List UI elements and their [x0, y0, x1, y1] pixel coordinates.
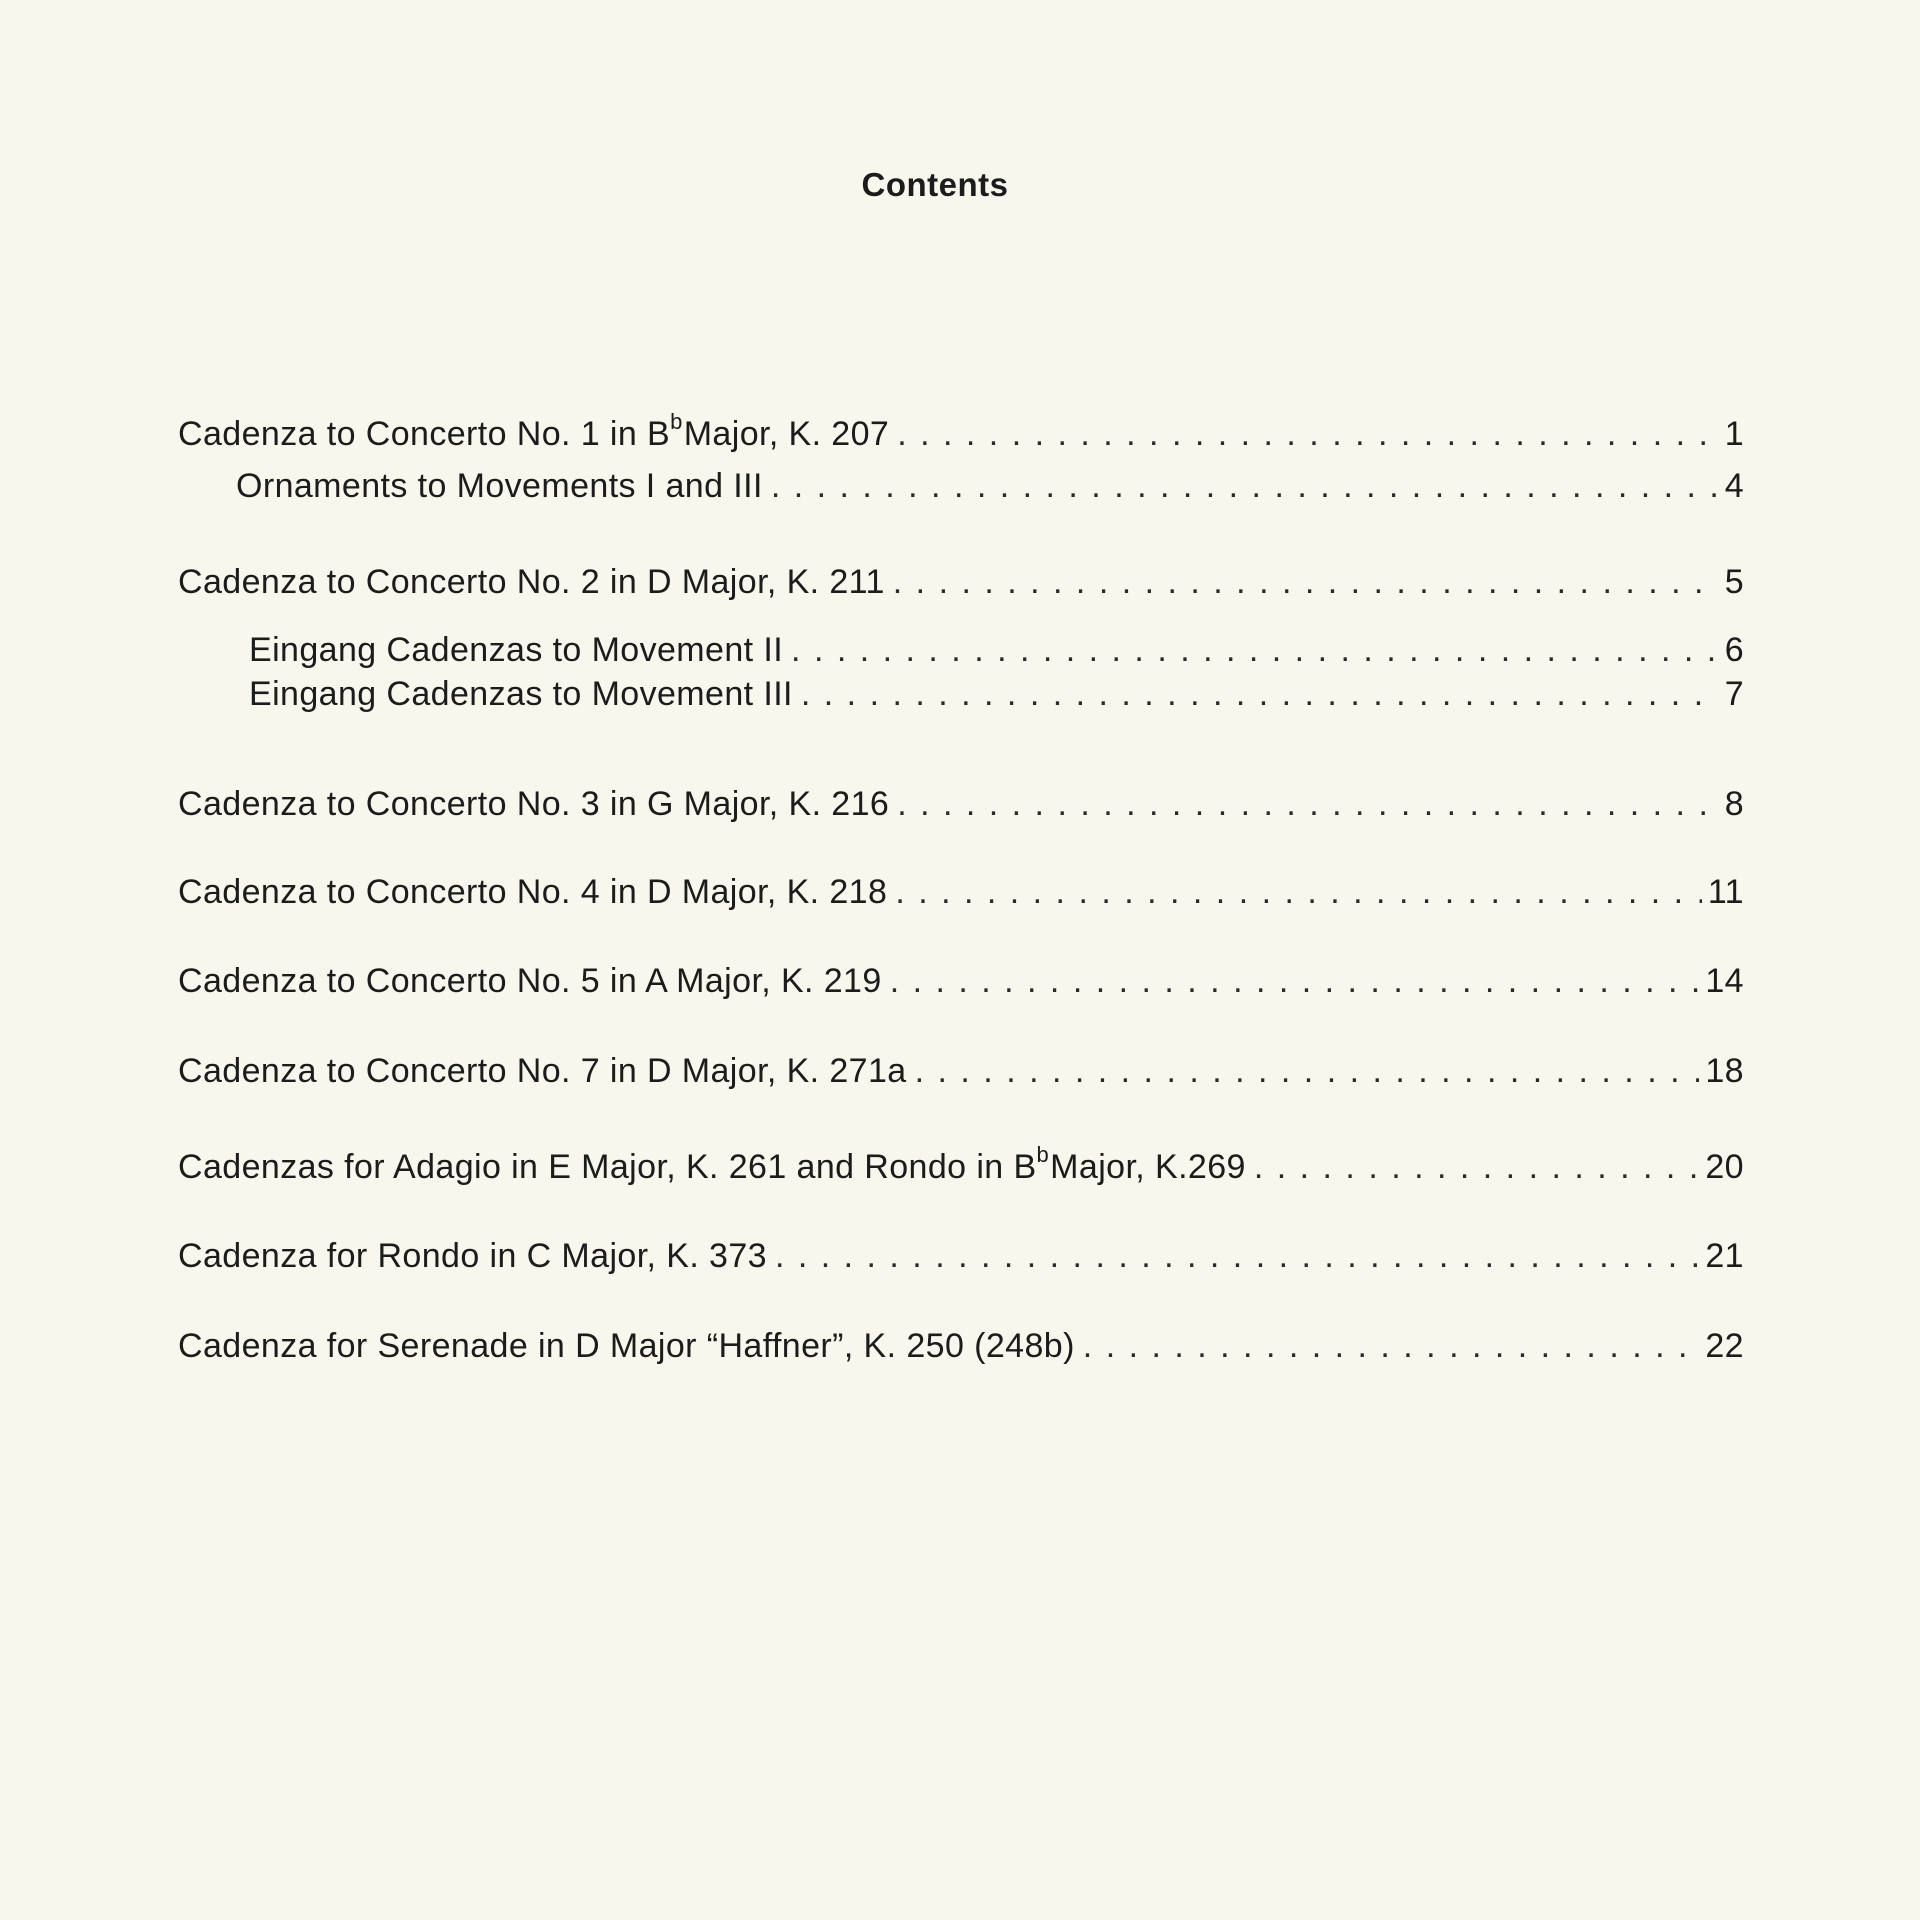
- toc-entry[interactable]: [178, 560, 1744, 604]
- toc-entry-title: Cadenza to Concerto No. 2 in D Major, K. 211: [178, 563, 885, 601]
- dot-leader: [1083, 1324, 1700, 1368]
- toc-entry[interactable]: [178, 1324, 1744, 1368]
- toc-entry[interactable]: [178, 959, 1744, 1003]
- dot-leader: [895, 870, 1702, 914]
- flat-sign: b: [670, 408, 683, 434]
- flat-sign: b: [1036, 1141, 1050, 1167]
- toc-entry-title: Cadenza to Concerto No. 5 in A Major, K. 219: [178, 962, 882, 1000]
- toc-page-number: 8: [1724, 785, 1744, 823]
- toc-entry[interactable]: [178, 870, 1744, 914]
- dot-leader: [890, 959, 1700, 1003]
- toc-subentry[interactable]: [249, 628, 1744, 672]
- toc-page-number: 22: [1705, 1327, 1744, 1365]
- toc-entry-title: Cadenza for Serenade in D Major “Haffner”, K. 250 (248b): [178, 1327, 1075, 1365]
- toc-entry-title: Ornaments to Movements I and III: [236, 467, 763, 505]
- toc-page-number: 6: [1724, 631, 1744, 669]
- toc-entry-title: Eingang Cadenzas to Movement II: [249, 631, 784, 669]
- toc-entry-title: Cadenza to Concerto No. 4 in D Major, K. 218: [178, 873, 888, 911]
- toc-entry-title: Cadenza to Concerto No. 7 in D Major, K. 271a: [178, 1052, 907, 1090]
- toc-entry[interactable]: [178, 1049, 1744, 1093]
- toc-page-number: 4: [1724, 467, 1744, 505]
- toc-page-number: 21: [1705, 1237, 1744, 1275]
- dot-leader: [1254, 1145, 1700, 1189]
- toc-subentry[interactable]: [249, 672, 1744, 716]
- dot-leader: [771, 464, 1719, 508]
- dot-leader: [897, 782, 1718, 826]
- toc-entry-title: Eingang Cadenzas to Movement III: [249, 675, 793, 713]
- dot-leader: [801, 672, 1719, 716]
- toc-entry[interactable]: [178, 782, 1744, 826]
- toc-page-number: 14: [1705, 962, 1744, 1000]
- toc-subentry[interactable]: [236, 464, 1744, 508]
- dot-leader: [791, 628, 1719, 672]
- toc-page-number: 20: [1705, 1148, 1744, 1186]
- dot-leader: [897, 412, 1718, 456]
- toc-page-number: 18: [1705, 1052, 1744, 1090]
- toc-entry[interactable]: [178, 408, 1744, 456]
- dot-leader: [915, 1049, 1700, 1093]
- toc-entry[interactable]: [178, 1234, 1744, 1278]
- toc-entry[interactable]: [178, 1141, 1744, 1189]
- toc-entry-title: Cadenza to Concerto No. 3 in G Major, K. 216: [178, 785, 890, 823]
- dot-leader: [893, 560, 1719, 604]
- toc-entry-title: Cadenza for Rondo in C Major, K. 373: [178, 1237, 767, 1275]
- toc-entry-title: Cadenza to Concerto No. 1 in $B^bMajor$, K. 207: [178, 408, 890, 453]
- toc-entry-title: Cadenzas for Adagio in E Major, K. 261 and Rondo in $B^bMajor$, K.269: [178, 1141, 1246, 1186]
- toc-page-number: 11: [1707, 873, 1744, 911]
- toc-page-number: 5: [1724, 563, 1744, 601]
- toc-page-number: 7: [1724, 675, 1744, 713]
- page-title: Contents: [861, 166, 1009, 203]
- dot-leader: [775, 1234, 1699, 1278]
- toc-page-number: 1: [1724, 415, 1744, 453]
